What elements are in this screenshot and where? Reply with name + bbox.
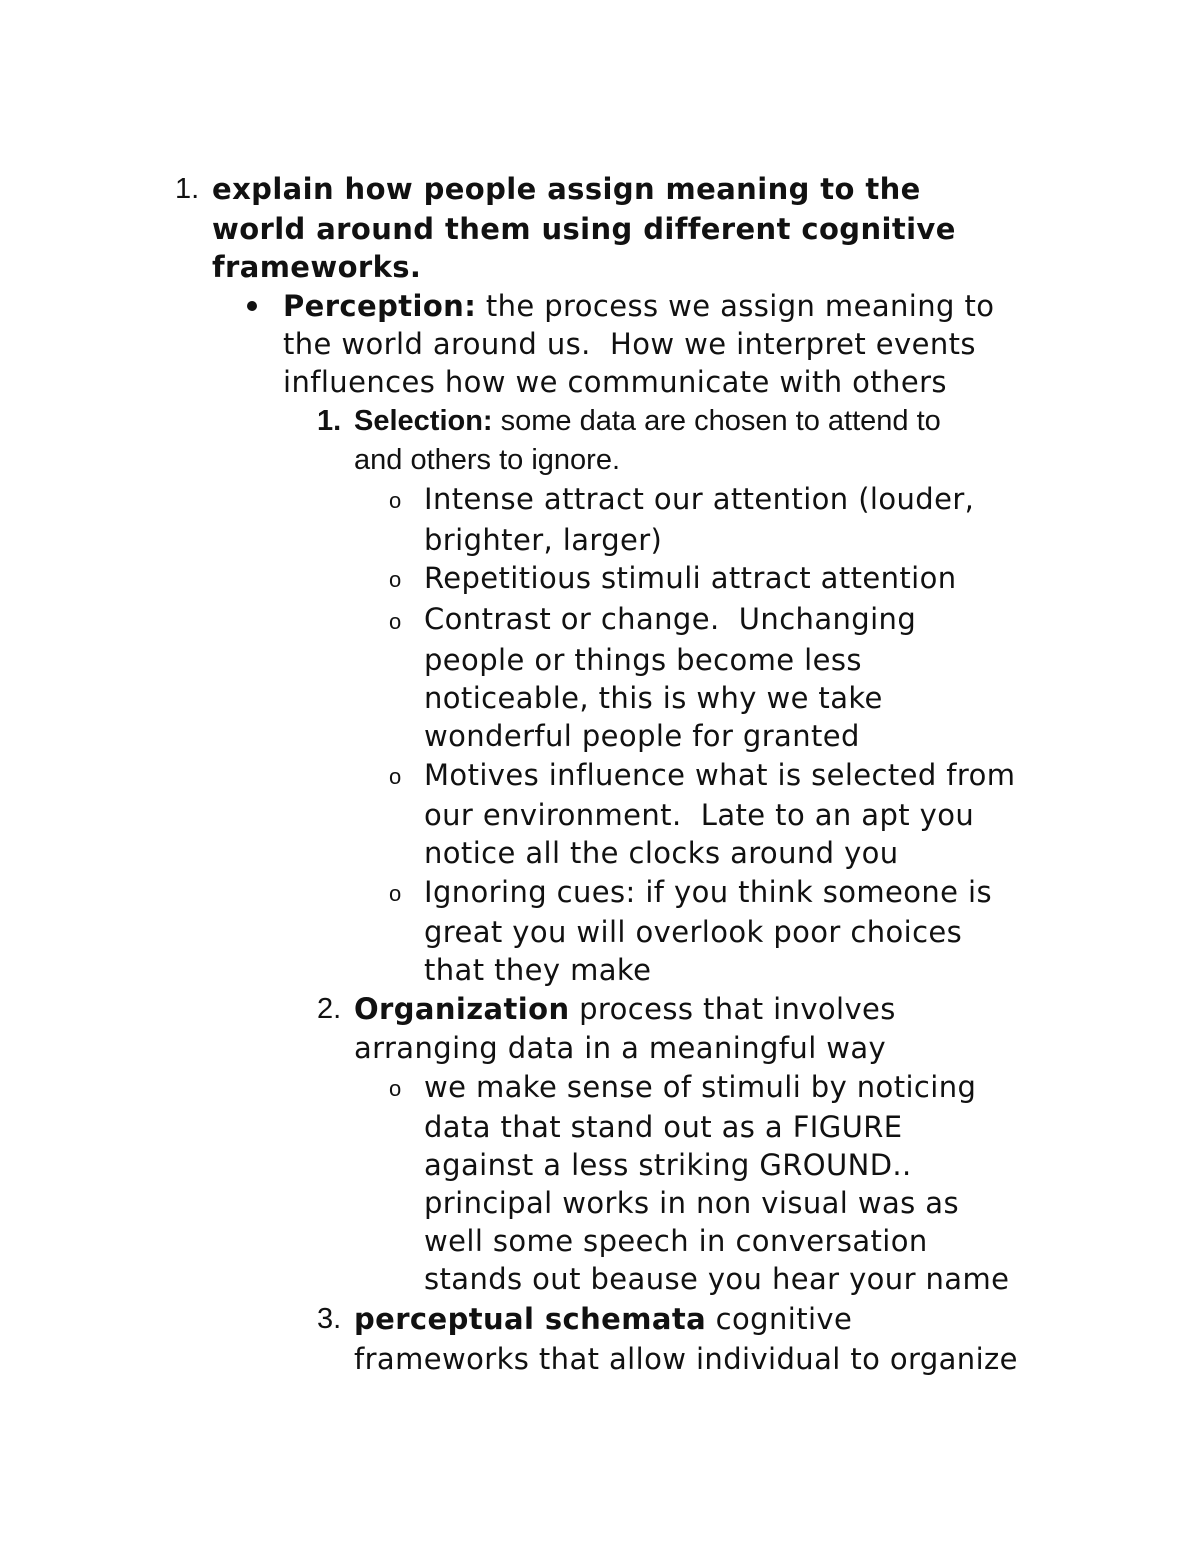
heading-line: explain how people assign meaning to the [212,172,921,206]
sub-item-line: data that stand out as a FIGURE [424,1110,903,1144]
list-number: 1. [175,173,200,205]
circle-bullet-icon: o [389,609,402,634]
sub-item-line: our environment. Late to an apt you [424,798,975,832]
sub-item-line: stands out beause you hear your name [424,1262,1010,1296]
sub-item-line: brighter, larger) [424,523,663,557]
sub-item-line: against a less striking GROUND.. [424,1148,912,1182]
circle-bullet-icon: o [389,881,402,906]
circle-bullet-icon: o [389,1076,402,1101]
list-number: 2. [317,993,342,1025]
sub-item-line: great you will overlook poor choices [424,915,963,949]
circle-bullet-icon: o [389,567,402,592]
schemata-line: frameworks that allow individual to organize [354,1342,1018,1376]
sub-item-line: notice all the clocks around you [424,836,899,870]
sub-item-line: noticeable, this is why we take [424,681,883,715]
term-selection: Selection: [354,405,493,437]
definition-text: some data are chosen to attend to [492,405,941,437]
sub-item-line: Contrast or change. Unchanging [424,602,917,636]
circle-bullet-icon: o [389,488,402,513]
sub-item-line: Motives influence what is selected from [424,758,1016,792]
term-schemata: perceptual schemata [354,1302,707,1336]
organization-line [354,990,896,1028]
circle-bullet-icon: o [389,764,402,789]
selection-line: and others to ignore. [354,444,621,476]
bullet-icon [247,301,257,311]
perception-line: influences how we communicate with others [283,365,947,399]
sub-item-line: principal works in non visual was as [424,1186,959,1220]
sub-item-line: we make sense of stimuli by noticing [424,1070,977,1104]
definition-text: process that involves [569,992,896,1026]
sub-item-line: Repetitious stimuli attract attention [424,561,957,595]
term-perception: Perception: [283,289,477,323]
schemata-line [354,1300,852,1338]
heading-line: world around them using different cognitive [212,212,956,246]
heading-line: frameworks. [212,250,422,284]
sub-item-line: wonderful people for granted [424,719,860,753]
sub-item-line: well some speech in conversation [424,1224,928,1258]
perception-line [283,287,994,325]
selection-line [354,402,941,440]
organization-line: arranging data in a meaningful way [354,1031,887,1065]
sub-item-line: that they make [424,953,652,987]
list-number: 3. [317,1303,342,1335]
sub-item-line: Intense attract our attention (louder, [424,482,975,516]
definition-text: cognitive [706,1302,853,1336]
term-organization: Organization [354,992,570,1026]
perception-line: the world around us. How we interpret events [283,327,976,361]
definition-text: the process we assign meaning to [476,289,995,323]
list-number: 1. [317,405,342,437]
sub-item-line: people or things become less [424,643,862,677]
sub-item-line: Ignoring cues: if you think someone is [424,875,993,909]
